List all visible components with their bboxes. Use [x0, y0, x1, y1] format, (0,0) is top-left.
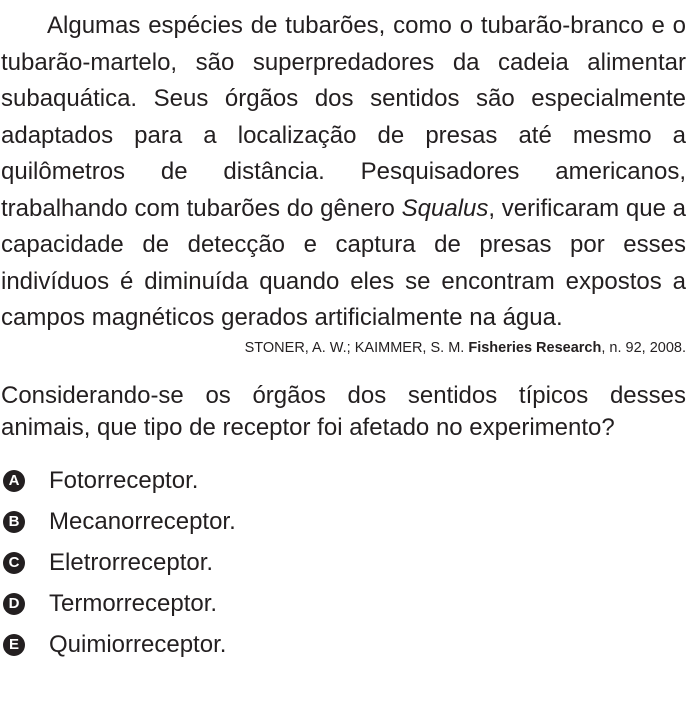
genus-name: Squalus	[401, 194, 489, 222]
passage-text	[1, 0, 686, 337]
question-stem: Considerando-se os órgãos dos sentidos típicos desses animais, que tipo de receptor foi afetado no experimento?	[1, 381, 686, 441]
option-c[interactable]	[1, 543, 686, 584]
citation-journal: Fisheries Research	[468, 339, 602, 356]
passage-text-before: Algumas espécies de tubarões, como o tubarão-branco e o tubarão-martelo, são superpredadores da cadeia alimentar subaquática. Seus órgãos dos sentidos são especialmente adaptados para a localização de presas até mesmo a quilômetros de distância. Pesquisadores americanos, trabalhando com tubarões do gênero	[1, 12, 686, 222]
option-d-text: Termorreceptor.	[49, 590, 218, 617]
option-b-letter-badge: B	[3, 511, 25, 533]
option-b-text: Mecanorreceptor.	[49, 508, 236, 535]
option-e[interactable]	[1, 625, 686, 666]
option-e-letter-badge: E	[3, 634, 25, 656]
option-a[interactable]	[1, 461, 686, 502]
option-e-text: Quimiorreceptor.	[49, 631, 227, 658]
citation	[1, 338, 686, 358]
option-d[interactable]	[1, 584, 686, 625]
option-a-text: Fotorreceptor.	[49, 467, 199, 494]
citation-details: , n. 92, 2008.	[601, 339, 686, 356]
option-b[interactable]	[1, 502, 686, 543]
passage-text-after: , verificaram que a capacidade de detecção e captura de presas por esses indivíduos é diminuída quando eles se encontram expostos a campos magnéticos gerados artificialmente na água.	[1, 194, 686, 331]
option-d-letter-badge: D	[3, 593, 25, 615]
option-c-letter-badge: C	[3, 552, 25, 574]
citation-authors: STONER, A. W.; KAIMMER, S. M.	[244, 339, 465, 356]
answer-options	[1, 461, 686, 666]
option-c-text: Eletrorreceptor.	[49, 549, 214, 576]
option-a-letter-badge: A	[3, 470, 25, 492]
